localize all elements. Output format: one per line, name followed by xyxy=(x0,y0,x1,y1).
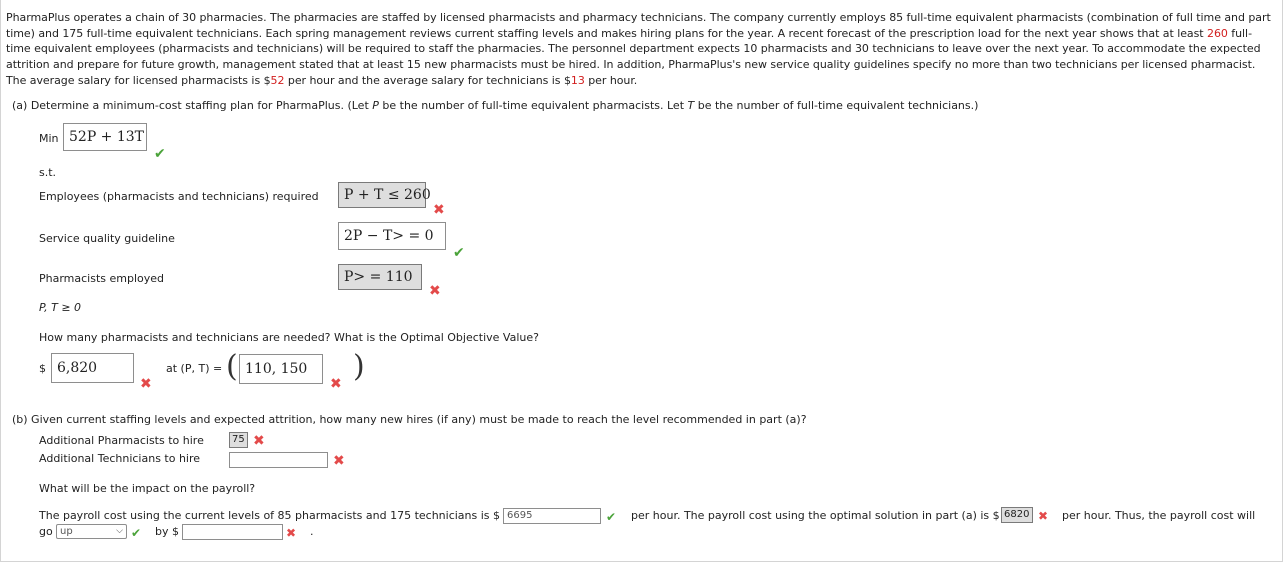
period: . xyxy=(310,525,314,538)
objective-input[interactable]: 52P + 13T xyxy=(63,123,147,151)
payroll-question: What will be the impact on the payroll? xyxy=(39,482,256,495)
st-label: s.t. xyxy=(39,166,57,179)
cross-icon: ✖ xyxy=(333,453,345,469)
pharmacists-hire-label: Additional Pharmacists to hire xyxy=(39,434,204,447)
dollar-label: $ xyxy=(39,362,46,375)
intro-text-3: per hour and the average salary for technicians is $ xyxy=(284,73,571,87)
part-b-prompt: (b) Given current staffing levels and expected attrition, how many new hires (if any) must be made to reach the level recommended in part (a)? xyxy=(12,413,807,426)
pt-input[interactable]: 110, 150 xyxy=(239,354,323,384)
technicians-hire-label: Additional Technicians to hire xyxy=(39,452,201,465)
nonnegativity: P, T ≥ 0 xyxy=(39,301,82,314)
check-icon: ✔ xyxy=(606,510,617,524)
payroll-optimal-input[interactable]: 6820 xyxy=(1001,507,1033,523)
close-paren: ) xyxy=(353,349,365,384)
optimal-value-input[interactable]: 6,820 xyxy=(51,353,134,383)
min-label: Min xyxy=(39,132,59,145)
by-label: by $ xyxy=(155,525,179,538)
check-icon: ✔ xyxy=(154,146,166,162)
intro-highlight-13: 13 xyxy=(570,73,585,87)
difference-input[interactable] xyxy=(182,524,283,540)
at-pt-label: at (P, T) = xyxy=(166,362,223,375)
intro-highlight-260: 260 xyxy=(1207,26,1228,40)
pharmacists-hire-input[interactable]: 75 xyxy=(229,432,248,448)
cross-icon: ✖ xyxy=(429,283,441,299)
technicians-hire-input[interactable] xyxy=(229,452,328,468)
go-label: go xyxy=(39,525,53,538)
cross-icon: ✖ xyxy=(253,433,265,449)
direction-select[interactable] xyxy=(56,524,127,539)
open-paren: ( xyxy=(226,349,238,384)
constraint-input-service[interactable]: 2P − T> = 0 xyxy=(338,222,446,250)
cross-icon: ✖ xyxy=(140,376,152,392)
cross-icon: ✖ xyxy=(433,202,445,218)
payroll-text-2: per hour. The payroll cost using the optimal solution in part (a) is $ xyxy=(631,509,1000,522)
cross-icon: ✖ xyxy=(330,376,342,392)
payroll-text-3: per hour. Thus, the payroll cost will xyxy=(1062,509,1256,522)
check-icon: ✔ xyxy=(131,526,142,540)
direction-value: up xyxy=(60,526,73,537)
cross-icon: ✖ xyxy=(1038,509,1049,523)
constraint-label-employees: Employees (pharmacists and technicians) required xyxy=(39,190,319,203)
payroll-current-input[interactable]: 6695 xyxy=(503,508,601,524)
intro-text-1: PharmaPlus operates a chain of 30 pharmacies. The pharmacies are staffed by licensed pharmacists and pharmacy technicians. The company currently employs 85 full-time equivalent pharmacists (combination of full time and part time) and 175 full-time equivalent technicians. Each spring management reviews current staffing levels and makes hiring plans for the year. A recent forecast of the prescription load for the next year shows that at least xyxy=(6,11,1271,40)
part-a-prompt: (a) Determine a minimum-cost staffing plan for PharmaPlus. (Let P be the number of full-time equivalent pharmacists. Let T be the number of full-time equivalent technicians.) xyxy=(12,99,979,112)
chevron-down-icon: ⌵ xyxy=(116,526,123,536)
cross-icon: ✖ xyxy=(286,526,297,540)
intro-highlight-52: 52 xyxy=(270,73,285,87)
intro-text-4: per hour. xyxy=(584,73,638,87)
constraint-label-pharmacists: Pharmacists employed xyxy=(39,272,165,285)
intro-text-2: full-time equivalent employees (pharmacists and technicians) will be required to staff the pharmacies. The personnel department expects 10 pharmacists and 30 technicians to leave over the next year. To accommodate the expected attrition and prepare for future growth, management stated that at least 15 new pharmacists must be hired. In addition, PharmaPlus's new service quality guidelines specify no more than two technicians per licensed pharmacist. The average salary for licensed pharmacists is $ xyxy=(6,26,1261,87)
constraint-label-service: Service quality guideline xyxy=(39,232,175,245)
constraint-input-pharmacists[interactable]: P> = 110 xyxy=(338,264,422,290)
problem-statement xyxy=(6,10,1274,89)
payroll-text-1: The payroll cost using the current levels of 85 pharmacists and 175 technicians is $ xyxy=(39,509,501,522)
constraint-input-employees[interactable]: P + T ≤ 260 xyxy=(338,182,426,208)
optimal-question: How many pharmacists and technicians are needed? What is the Optimal Objective Value? xyxy=(39,331,539,344)
check-icon: ✔ xyxy=(453,245,465,261)
